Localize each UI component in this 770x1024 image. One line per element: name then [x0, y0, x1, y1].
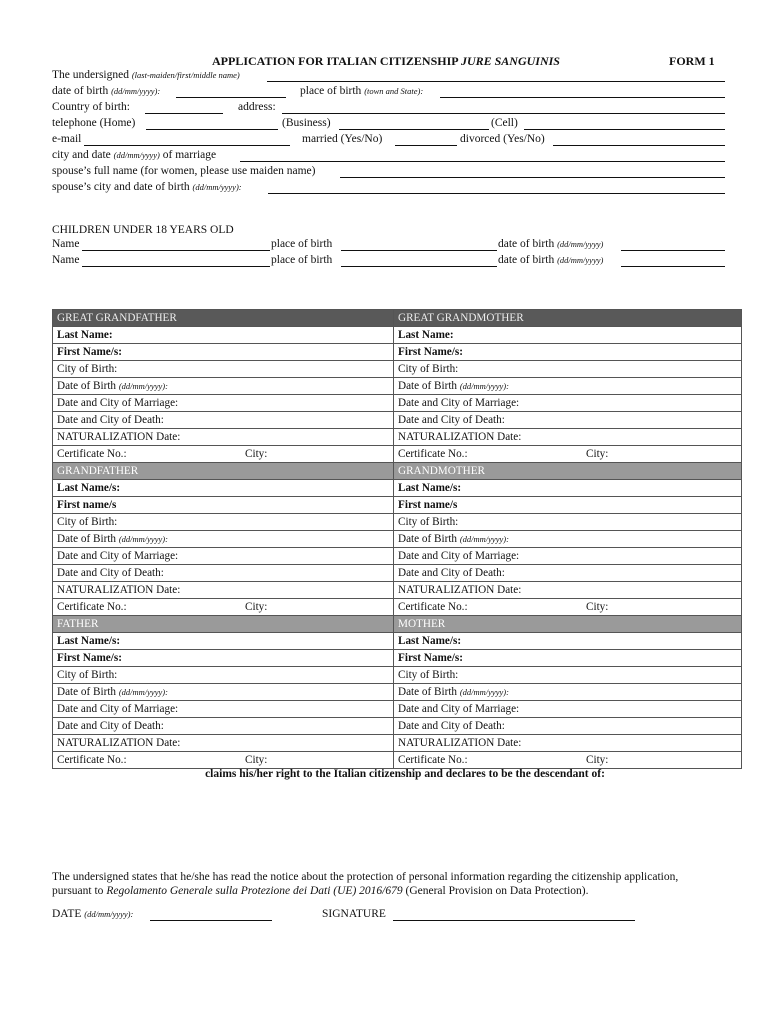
gm-naturalization[interactable]: NATURALIZATION Date:: [394, 582, 742, 599]
ancestors-table: [52, 309, 742, 769]
child-1-dob-label: date of birth (dd/mm/yyyy): [498, 238, 604, 250]
business-label: (Business): [282, 117, 331, 129]
child-1-name-field[interactable]: [82, 238, 270, 251]
claims-statement: claims his/her right to the Italian citizenship and declares to be the descendant of:: [205, 768, 605, 780]
marriage-line: city and date (dd/mm/yyyy) of marriage: [52, 149, 217, 161]
ggf-first-name[interactable]: First Name/s:: [53, 344, 394, 361]
undersigned-line: The undersigned (last-maiden/first/middle name): [52, 69, 240, 81]
gm-death[interactable]: Date and City of Death:: [394, 565, 742, 582]
mother-marriage[interactable]: Date and City of Marriage:: [394, 701, 742, 718]
email-label: e-mail: [52, 133, 82, 145]
ggf-dob[interactable]: Date of Birth (dd/mm/yyyy):: [53, 378, 394, 395]
gf-naturalization[interactable]: NATURALIZATION Date:: [53, 582, 394, 599]
address-label: address:: [238, 101, 276, 113]
telephone-cell-field[interactable]: [524, 117, 725, 130]
mother-city-birth[interactable]: City of Birth:: [394, 667, 742, 684]
ggf-marriage[interactable]: Date and City of Marriage:: [53, 395, 394, 412]
father-marriage[interactable]: Date and City of Marriage:: [53, 701, 394, 718]
pob-field[interactable]: [440, 85, 725, 98]
child-1-dob-field[interactable]: [621, 238, 725, 251]
country-field[interactable]: [145, 101, 223, 114]
child-2-dob-field[interactable]: [621, 254, 725, 267]
child-2-pob-label: place of birth: [271, 254, 333, 266]
form-title: APPLICATION FOR ITALIAN CITIZENSHIP JURE SANGUINIS: [212, 54, 560, 68]
gf-certificate[interactable]: Certificate No.: City:: [53, 599, 394, 616]
address-field[interactable]: [282, 101, 725, 114]
ggf-certificate[interactable]: Certificate No.: City:: [53, 446, 394, 463]
ggm-death[interactable]: Date and City of Death:: [394, 412, 742, 429]
father-first-name[interactable]: First Name/s:: [53, 650, 394, 667]
mother-death[interactable]: Date and City of Death:: [394, 718, 742, 735]
grandfather-header: GRANDFATHER: [53, 463, 394, 480]
children-heading: CHILDREN UNDER 18 YEARS OLD: [52, 224, 234, 236]
father-header: FATHER: [53, 616, 394, 633]
gm-first-name[interactable]: First name/s: [394, 497, 742, 514]
divorced-field[interactable]: [553, 133, 725, 146]
child-1-name-label: Name: [52, 238, 80, 250]
marriage-field[interactable]: [240, 149, 725, 162]
ggf-last-name[interactable]: Last Name:: [53, 327, 394, 344]
gf-marriage[interactable]: Date and City of Marriage:: [53, 548, 394, 565]
child-2-name-label: Name: [52, 254, 80, 266]
ggm-last-name[interactable]: Last Name:: [394, 327, 742, 344]
date-field[interactable]: [150, 908, 272, 921]
ggf-death[interactable]: Date and City of Death:: [53, 412, 394, 429]
dob-field[interactable]: [176, 85, 286, 98]
form-header: [0, 54, 770, 68]
father-last-name[interactable]: Last Name/s:: [53, 633, 394, 650]
ggf-city-birth[interactable]: City of Birth:: [53, 361, 394, 378]
spouse-city-field[interactable]: [268, 181, 725, 194]
father-certificate[interactable]: Certificate No.: City:: [53, 752, 394, 769]
ggm-dob[interactable]: Date of Birth (dd/mm/yyyy):: [394, 378, 742, 395]
signature-field[interactable]: [393, 908, 635, 921]
mother-naturalization[interactable]: NATURALIZATION Date:: [394, 735, 742, 752]
married-field[interactable]: [395, 133, 457, 146]
undersigned-field[interactable]: [267, 69, 725, 82]
gm-certificate[interactable]: Certificate No.: City:: [394, 599, 742, 616]
ggm-marriage[interactable]: Date and City of Marriage:: [394, 395, 742, 412]
mother-header: MOTHER: [394, 616, 742, 633]
dob-line: date of birth (dd/mm/yyyy):: [52, 85, 161, 97]
telephone-label: telephone (Home): [52, 117, 136, 129]
telephone-business-field[interactable]: [339, 117, 489, 130]
email-field[interactable]: [84, 133, 290, 146]
child-1-pob-label: place of birth: [271, 238, 333, 250]
gm-last-name[interactable]: Last Name/s:: [394, 480, 742, 497]
married-label: married (Yes/No): [302, 133, 383, 145]
gm-city-birth[interactable]: City of Birth:: [394, 514, 742, 531]
gm-dob[interactable]: Date of Birth (dd/mm/yyyy):: [394, 531, 742, 548]
mother-last-name[interactable]: Last Name/s:: [394, 633, 742, 650]
pob-line: place of birth (town and State):: [300, 85, 424, 97]
gf-city-birth[interactable]: City of Birth:: [53, 514, 394, 531]
telephone-home-field[interactable]: [146, 117, 278, 130]
child-1-pob-field[interactable]: [341, 238, 497, 251]
mother-certificate[interactable]: Certificate No.: City:: [394, 752, 742, 769]
divorced-label: divorced (Yes/No): [460, 133, 545, 145]
father-dob[interactable]: Date of Birth (dd/mm/yyyy):: [53, 684, 394, 701]
father-naturalization[interactable]: NATURALIZATION Date:: [53, 735, 394, 752]
ggf-naturalization[interactable]: NATURALIZATION Date:: [53, 429, 394, 446]
grandmother-header: GRANDMOTHER: [394, 463, 742, 480]
father-city-birth[interactable]: City of Birth:: [53, 667, 394, 684]
gf-first-name[interactable]: First name/s: [53, 497, 394, 514]
father-death[interactable]: Date and City of Death:: [53, 718, 394, 735]
mother-dob[interactable]: Date of Birth (dd/mm/yyyy):: [394, 684, 742, 701]
gm-marriage[interactable]: Date and City of Marriage:: [394, 548, 742, 565]
spouse-name-line: spouse’s full name (for women, please use maiden name): [52, 165, 316, 177]
child-2-name-field[interactable]: [82, 254, 270, 267]
ggm-certificate[interactable]: Certificate No.: City:: [394, 446, 742, 463]
country-line: Country of birth:: [52, 101, 130, 113]
signature-label: SIGNATURE: [322, 908, 386, 920]
privacy-statement: The undersigned states that he/she has read the notice about the protection of personal information regarding the citizenship application, pursuant to Regolamento Generale sulla Protezione dei Dati (UE) 2016/679 (General Provision on Data Protection).: [52, 871, 679, 897]
ggm-naturalization[interactable]: NATURALIZATION Date:: [394, 429, 742, 446]
child-2-pob-field[interactable]: [341, 254, 497, 267]
spouse-city-line: spouse’s city and date of birth (dd/mm/yyyy):: [52, 181, 242, 193]
date-label: DATE (dd/mm/yyyy):: [52, 908, 134, 920]
cell-label: (Cell): [491, 117, 518, 129]
child-2-dob-label: date of birth (dd/mm/yyyy): [498, 254, 604, 266]
gf-last-name[interactable]: Last Name/s:: [53, 480, 394, 497]
gf-dob[interactable]: Date of Birth (dd/mm/yyyy):: [53, 531, 394, 548]
mother-first-name[interactable]: First Name/s:: [394, 650, 742, 667]
great-grandmother-header: GREAT GRANDMOTHER: [394, 310, 742, 327]
gf-death[interactable]: Date and City of Death:: [53, 565, 394, 582]
ggm-city-birth[interactable]: City of Birth:: [394, 361, 742, 378]
ggm-first-name[interactable]: First Name/s:: [394, 344, 742, 361]
spouse-name-field[interactable]: [340, 165, 725, 178]
great-grandfather-header: GREAT GRANDFATHER: [53, 310, 394, 327]
form-number: FORM 1: [669, 54, 715, 68]
